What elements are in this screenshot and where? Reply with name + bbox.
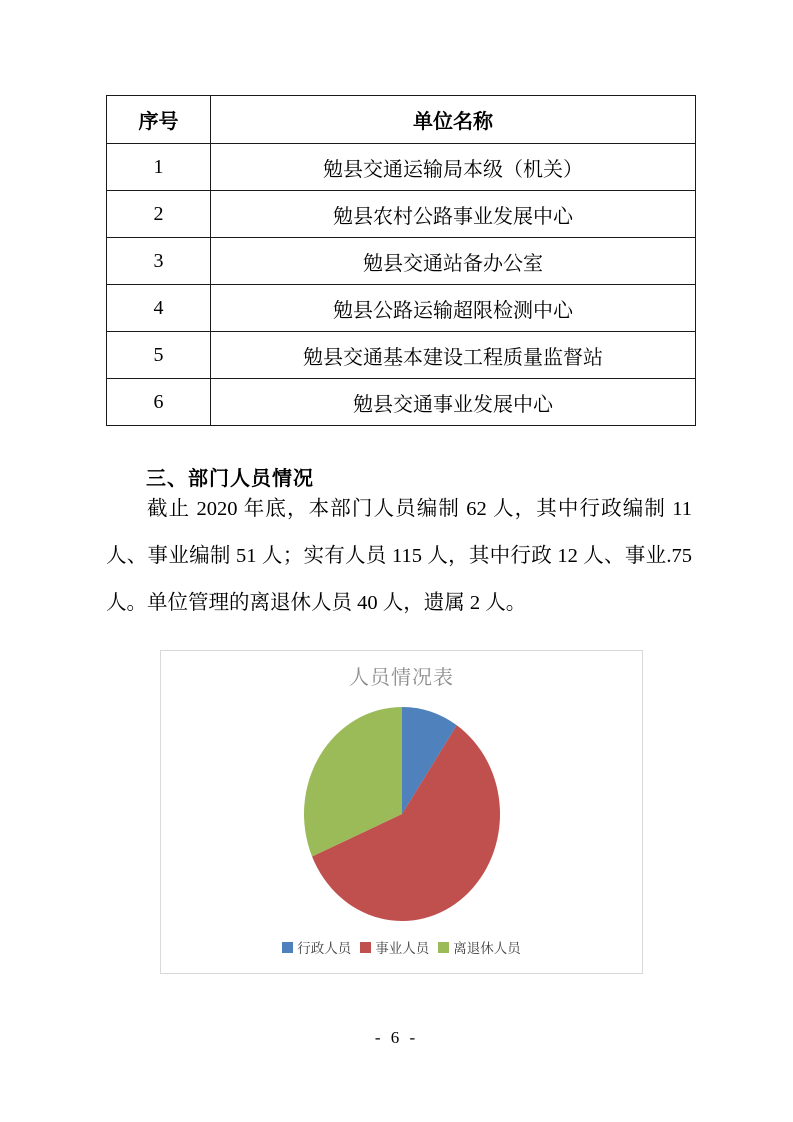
legend-item — [282, 937, 351, 957]
legend-label: 行政人员 — [297, 941, 352, 956]
table-row — [107, 332, 696, 379]
unit-name-cell: 勉县交通运输局本级（机关） — [211, 144, 696, 191]
unit-name-cell: 勉县交通站备办公室 — [211, 238, 696, 285]
section-heading: 三、部门人员情况 — [146, 468, 314, 490]
units-table — [106, 95, 696, 426]
chart-legend — [161, 937, 642, 957]
unit-name-cell: 勉县公路运输超限检测中心 — [211, 285, 696, 332]
row-index-cell: 5 — [107, 332, 211, 379]
unit-name-cell: 勉县交通事业发展中心 — [211, 379, 696, 426]
legend-swatch-icon — [360, 942, 371, 953]
personnel-pie-chart-frame — [160, 650, 643, 974]
chart-title: 人员情况表 — [349, 667, 454, 689]
legend-swatch-icon — [438, 942, 449, 953]
row-index-cell: 2 — [107, 191, 211, 238]
row-index-cell: 1 — [107, 144, 211, 191]
unit-name-cell: 勉县交通基本建设工程质量监督站 — [211, 332, 696, 379]
column-header-unit-name: 单位名称 — [211, 96, 696, 144]
table-row — [107, 238, 696, 285]
legend-label: 事业人员 — [375, 941, 430, 956]
page-number: - 6 - — [374, 1028, 419, 1047]
units-table-body — [107, 144, 696, 426]
legend-label: 离退休人员 — [453, 941, 521, 956]
column-header-index: 序号 — [107, 96, 211, 144]
table-header-row — [107, 96, 696, 144]
legend-item — [438, 937, 521, 957]
row-index-cell: 4 — [107, 285, 211, 332]
table-row — [107, 285, 696, 332]
table-row — [107, 144, 696, 191]
legend-swatch-icon — [282, 942, 293, 953]
row-index-cell: 3 — [107, 238, 211, 285]
pie-chart — [304, 707, 500, 921]
unit-name-cell: 勉县农村公路事业发展中心 — [211, 191, 696, 238]
row-index-cell: 6 — [107, 379, 211, 426]
body-paragraph: 截止 2020 年底，本部门人员编制 62 人，其中行政编制 11 人、事业编制 51 人；实有人员 115 人，其中行政 12 人、事业.75 人。单位管理的离退休人员 40 人，遗属 2 人。 — [106, 498, 692, 614]
legend-item — [360, 937, 429, 957]
table-row — [107, 379, 696, 426]
table-row — [107, 191, 696, 238]
